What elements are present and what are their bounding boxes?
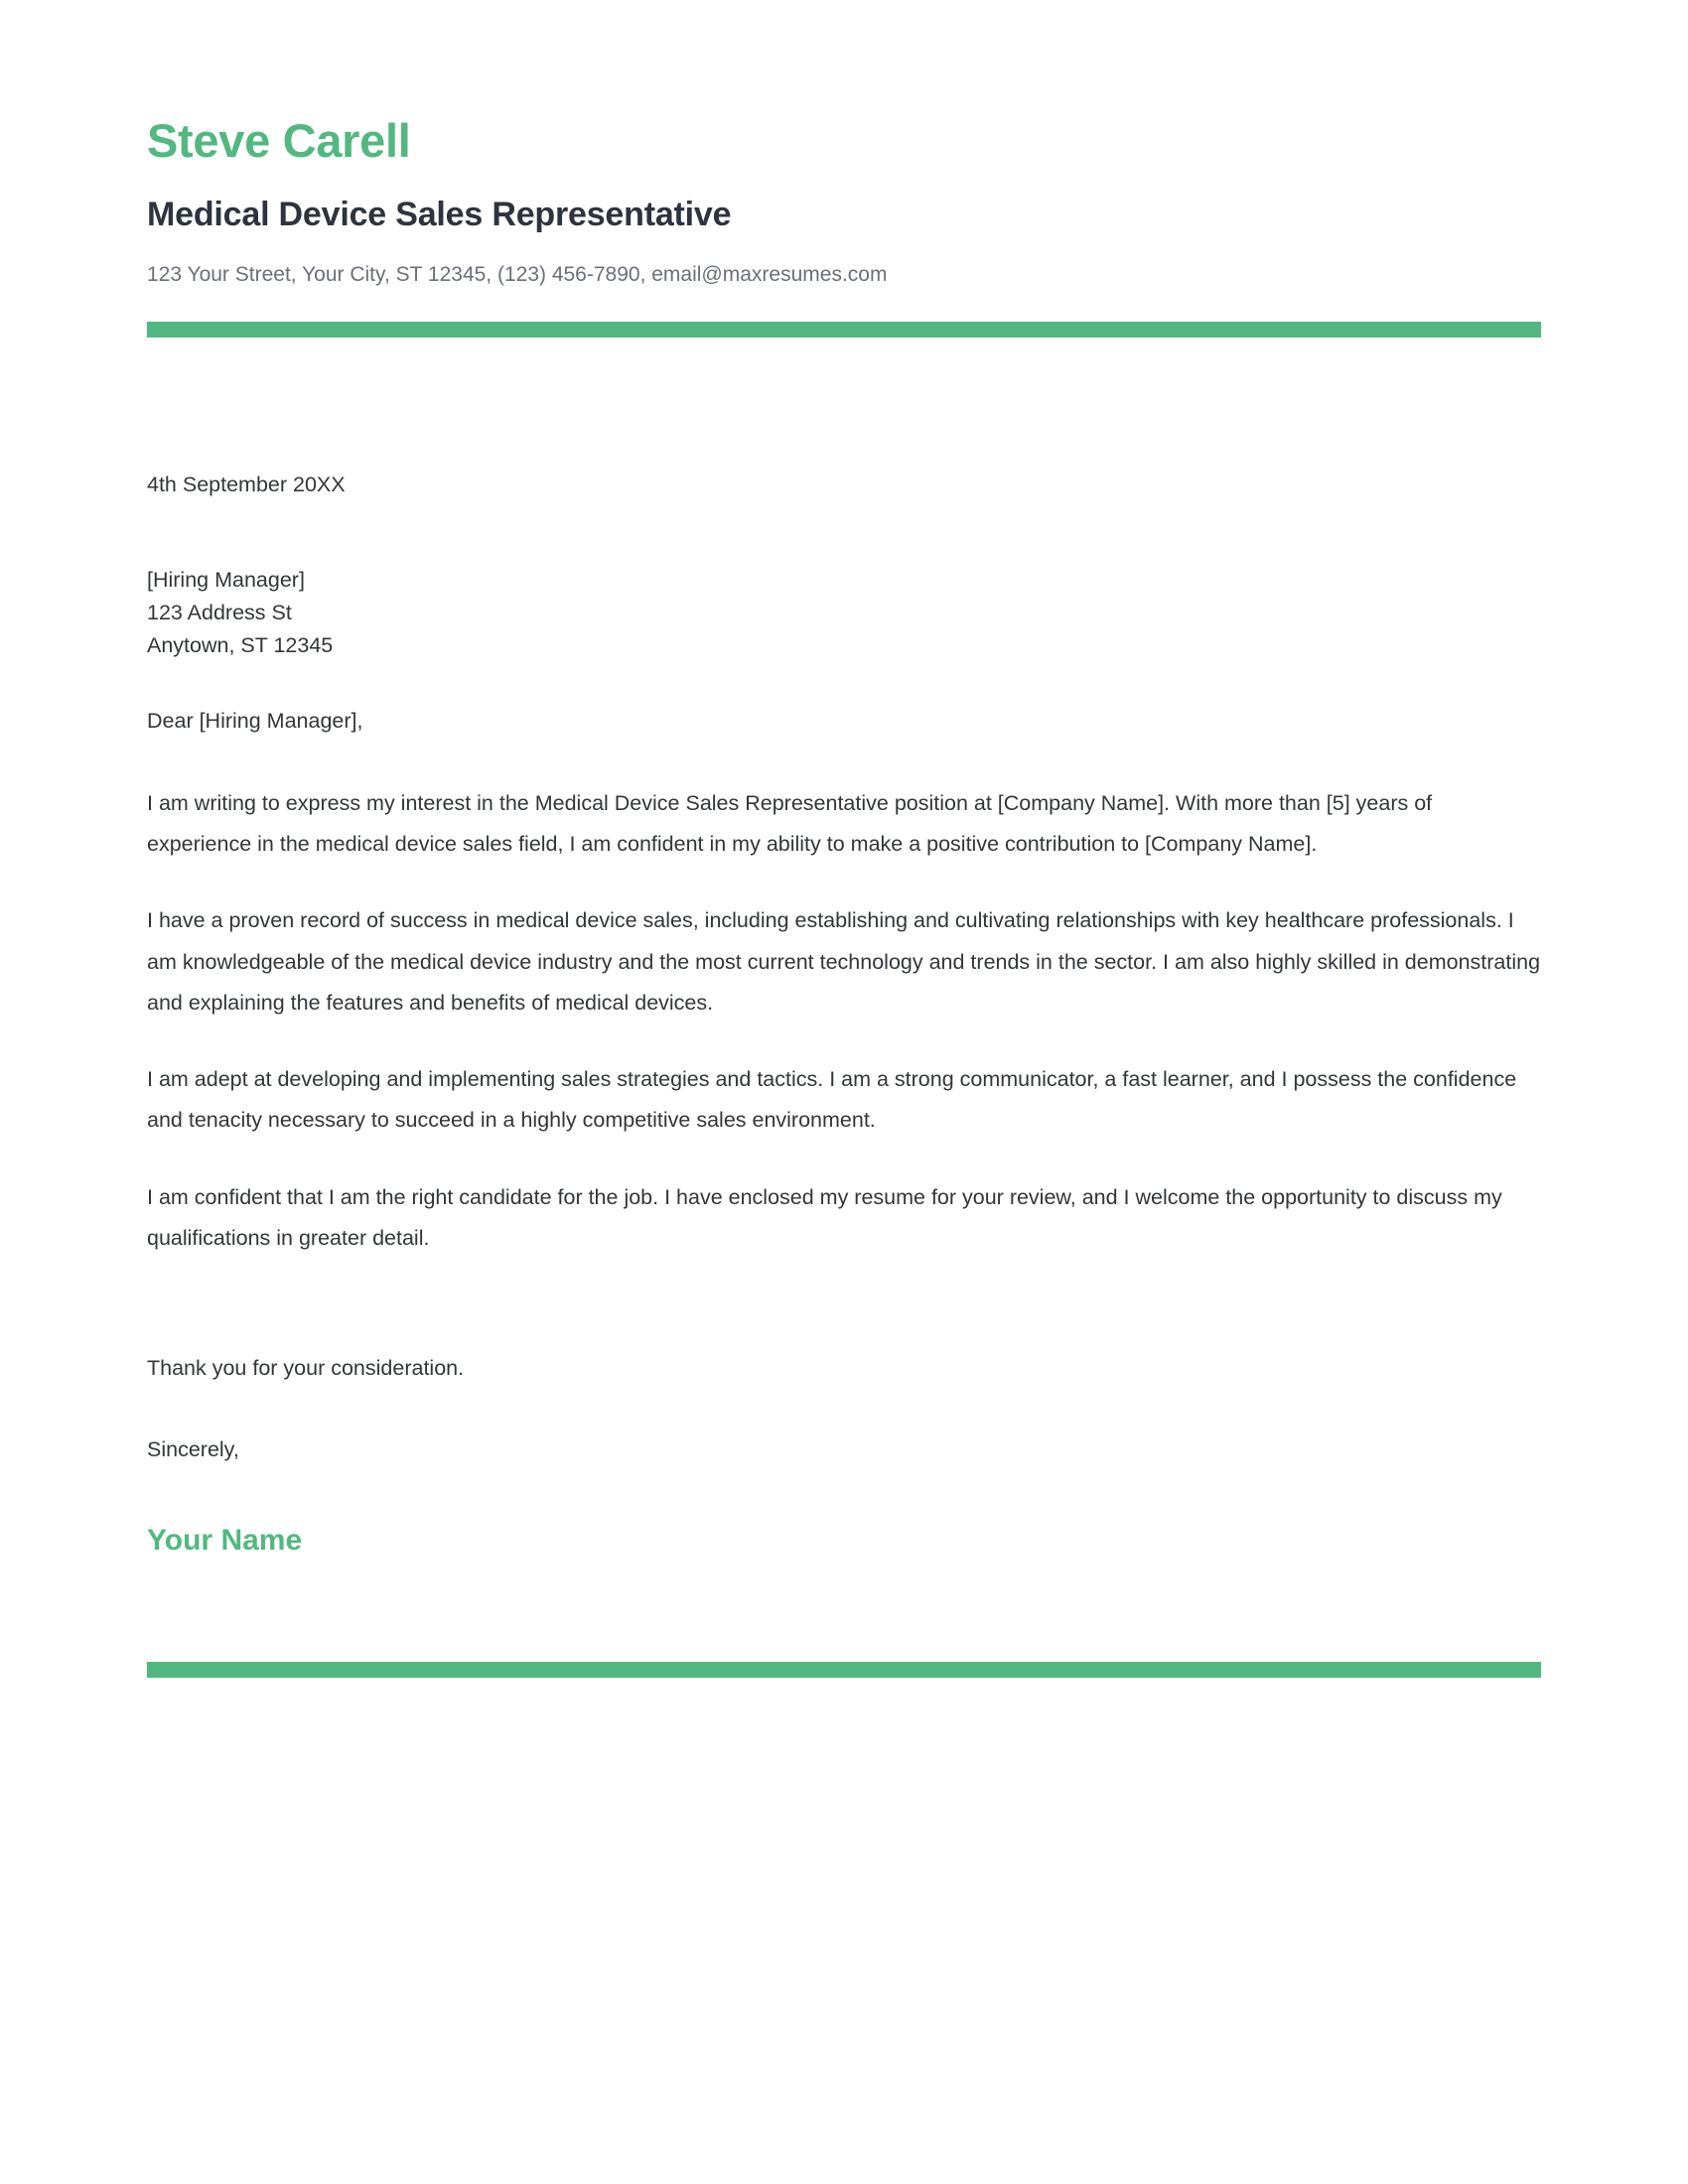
recipient-street: 123 Address St <box>147 600 292 624</box>
applicant-name: Steve Carell <box>147 114 411 167</box>
footer-divider-bar <box>147 1662 1541 1678</box>
header-divider-bar <box>147 322 1541 338</box>
contact-info-line: 123 Your Street, Your City, ST 12345, (123) 456-7890, email@maxresumes.com <box>147 263 888 286</box>
letter-salutation: Dear [Hiring Manager], <box>147 708 363 733</box>
document-content <box>147 0 1541 1678</box>
recipient-address-block <box>147 564 1541 663</box>
recipient-name: [Hiring Manager] <box>147 567 305 592</box>
letter-paragraph-3: I am adept at developing and implementing sales strategies and tactics. I am a strong communicator, a fast learner, and I possess the confidence and tenacity necessary to succeed in a highly competitive sales environment. <box>147 1067 1517 1133</box>
letter-paragraph-4: I am confident that I am the right candidate for the job. I have enclosed my resume for your review, and I welcome the opportunity to discuss my qualifications in greater detail. <box>147 1184 1502 1250</box>
applicant-job-title: Medical Device Sales Representative <box>147 196 732 233</box>
letter-body <box>147 469 1541 1557</box>
letter-paragraph-1: I am writing to express my interest in the Medical Device Sales Representative position at [Company Name]. With more than [5] years of experience in the medical device sales field, I am confident in my ability to make a positive contribution to [Company Name]. <box>147 790 1433 857</box>
letter-paragraph-2: I have a proven record of success in medical device sales, including establishing and cultivating relationships with key healthcare professionals. I am knowledgeable of the medical device industry and the most current technology and trends in the sector. I am also highly skilled in demonstrating and explaining the features and benefits of medical devices. <box>147 908 1541 1015</box>
thank-you-line: Thank you for your consideration. <box>147 1356 465 1381</box>
signature-name: Your Name <box>147 1523 303 1557</box>
letter-date: 4th September 20XX <box>147 473 346 497</box>
recipient-city-state-zip: Anytown, ST 12345 <box>147 633 334 658</box>
letter-header <box>147 0 1541 288</box>
letter-closing-block <box>147 1352 1541 1557</box>
sign-off-line: Sincerely, <box>147 1436 239 1461</box>
